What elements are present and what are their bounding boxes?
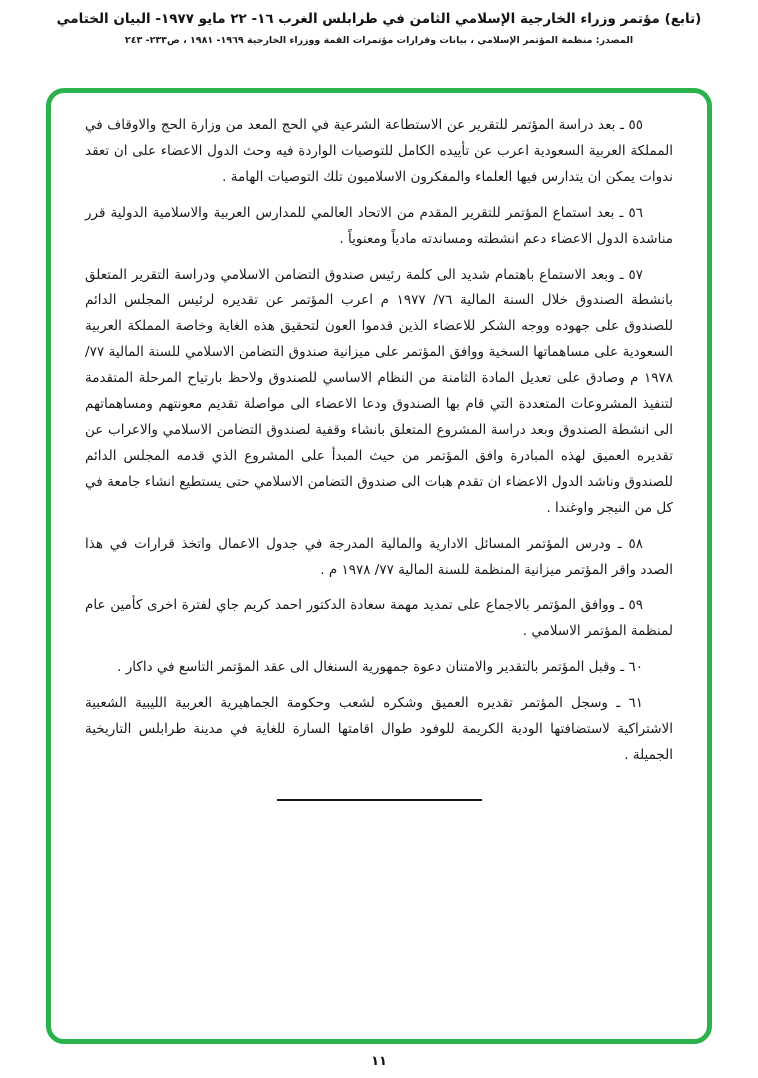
paragraph-58: ٥٨ ـ ودرس المؤتمر المسائل الادارية والمالية المدرجة في جدول الاعمال واتخذ قرارات في هذا الصدد واقر المؤتمر ميزانية المنظمة للسنة المالية ٧٧/ ١٩٧٨ م . xyxy=(85,535,673,578)
document-body xyxy=(85,113,673,801)
paragraph-61: ٦١ ـ وسجل المؤتمر تقديره العميق وشكره لشعب وحكومة الجماهيرية العربية الليبية الشعبية الاشتراكية لاستضافتها الودية الكريمة للوفود طوال اقامتها السارة للغاية في مدينة طرابلس التاريخية الجميلة . xyxy=(85,695,673,763)
page-header xyxy=(0,10,758,46)
page-number: ١١ xyxy=(371,1054,387,1069)
paragraph-55: ٥٥ ـ بعد دراسة المؤتمر للتقرير عن الاستطاعة الشرعية في الحج المعد من وزارة الحج والاوقاف في المملكة العربية السعودية اعرب عن تأييده الكامل للتوصيات الواردة فيه وحث الدول الاعضاء على ان تعقد ندوات يمكن ان يتدارس فيها العلماء والمفكرون الاسلاميون تلك التوصيات الهامة . xyxy=(85,117,673,185)
paragraph-56: ٥٦ ـ بعد استماع المؤتمر للتقرير المقدم من الاتحاد العالمي للمدارس العربية والاسلامية الدولية قرر مناشدة الدول الاعضاء دعم انشطته ومساندته مادياً ومعنوياً . xyxy=(85,204,673,247)
paragraph-60: ٦٠ ـ وقبل المؤتمر بالتقدير والامتنان دعوة جمهورية السنغال الى عقد المؤتمر التاسع في داكار . xyxy=(117,659,643,676)
paragraph-57: ٥٧ ـ وبعد الاستماع باهتمام شديد الى كلمة رئيس صندوق التضامن الاسلامي ودراسة التقرير المتعلق بانشطة الصندوق خلال السنة المالية ٧٦/ ١٩٧٧ م اعرب المؤتمر عن تقديره لرئيس المجلس الدائم للصندوق على جهوده ووجه الشكر للاعضاء الذين قدموا العون لتحقيق هذه الغاية وخاصة المملكة العربية السعودية على مساهماتها السخية ووافق المؤتمر على ميزانية صندوق التضامن الاسلامي للسنة المالية ٧٧/ ١٩٧٨ م وصادق على تعديل المادة الثامنة من النظام الاساسي للصندوق ولاحظ بارتياح المرحلة المتقدمة لتنفيذ المشروعات المتعددة التي قام بها الصندوق ودعا الاعضاء الى مواصلة تقديم معونتهم ومساهماتهم الى انشطة الصندوق وبعد دراسة المشروع المتعلق بانشاء وقفية لصندوق التضامن الاسلامي والاعراب عن تقديره العميق لهذه المبادرة وافق المؤتمر من حيث المبدأ على المشروع الذي قدمه المجلس الدائم للصندوق وناشد الدول الاعضاء ان تقدم هبات الى صندوق التضامن الاسلامي حتى يستطيع انشاء جامعة في كل من النيجر واوغندا . xyxy=(85,266,673,516)
content-frame xyxy=(46,88,712,1044)
document-source-line: المصدر: منظمة المؤتمر الإسلامي ، بيانات وقرارات مؤتمرات القمة ووزراء الخارجية ١٩٦٩- ١٩٨١ ، ص٢٣٣- ٢٤٣ xyxy=(124,34,634,46)
paragraph-59: ٥٩ ـ ووافق المؤتمر بالاجماع على تمديد مهمة سعادة الدكتور احمد كريم جاي لفترة اخرى كأمين عام لمنظمة المؤتمر الاسلامي . xyxy=(85,597,673,640)
document-title: (تابع) مؤتمر وزراء الخارجية الإسلامي الثامن في طرابلس الغرب ١٦- ٢٢ مايو ١٩٧٧- البيان الختامي xyxy=(56,11,702,27)
section-divider xyxy=(277,799,482,801)
